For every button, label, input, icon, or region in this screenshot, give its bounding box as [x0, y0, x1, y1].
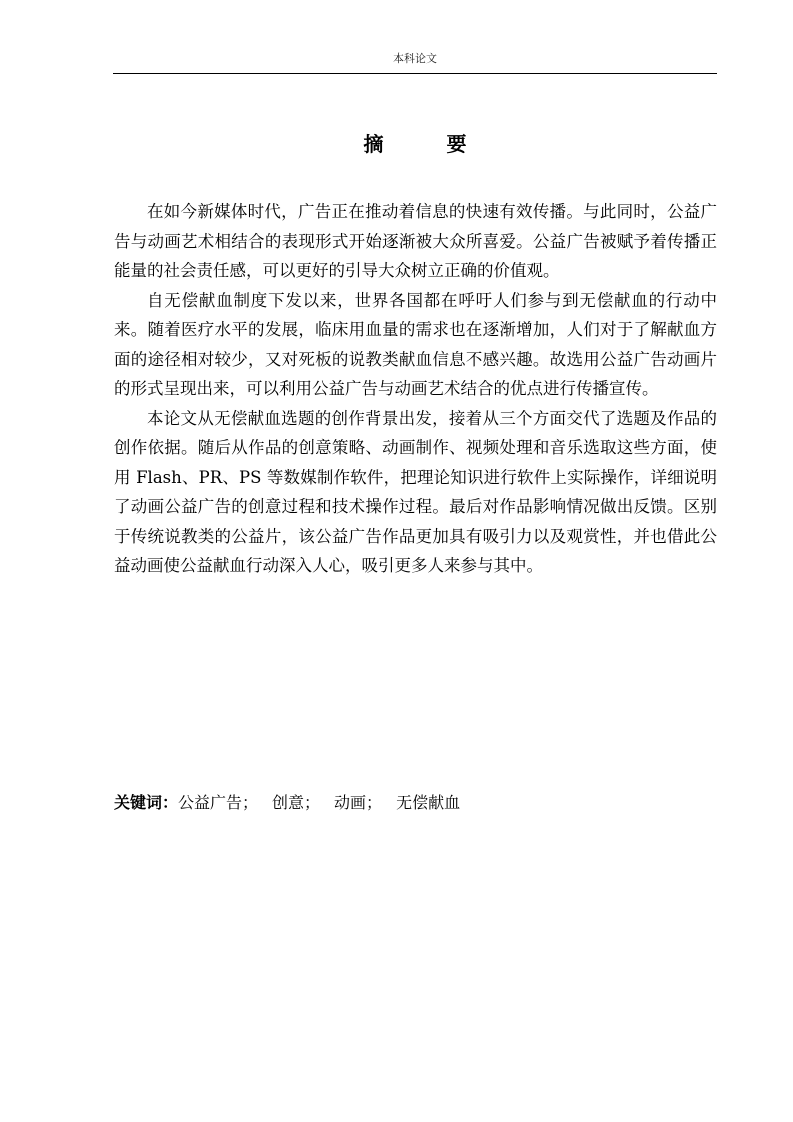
keyword-item: 创意；	[272, 793, 321, 812]
abstract-body	[114, 197, 717, 581]
keyword-item: 公益广告；	[178, 793, 259, 812]
abstract-paragraph-1: 在如今新媒体时代，广告正在推动着信息的快速有效传播。与此同时，公益广告与动画艺术相结合的表现形式开始逐渐被大众所喜爱。公益广告被赋予着传播正能量的社会责任感，可以更好的引导大众树立正确的价值观。	[114, 202, 717, 280]
keyword-item: 无偿献血	[396, 793, 461, 812]
keyword-item: 动画；	[334, 793, 383, 812]
keywords-line	[114, 790, 717, 816]
header-rule	[113, 73, 717, 74]
running-header: 本科论文	[393, 52, 437, 65]
page-title: 摘 要	[363, 132, 495, 156]
abstract-paragraph-2: 自无偿献血制度下发以来，世界各国都在呼吁人们参与到无偿献血的行动中来。随着医疗水平的发展，临床用血量的需求也在逐渐增加，人们对于了解献血方面的途径相对较少，又对死板的说教类献血信息不感兴趣。故选用公益广告动画片的形式呈现出来，可以利用公益广告与动画艺术结合的优点进行传播宣传。	[114, 290, 717, 398]
keywords-label: 关键词：	[114, 793, 179, 812]
abstract-paragraph-3: 本论文从无偿献血选题的创作背景出发，接着从三个方面交代了选题及作品的创作依据。随后从作品的创意策略、动画制作、视频处理和音乐选取这些方面，使用 Flash、PR、PS 等数媒制作软件，把理论知识进行软件上实际操作，详细说明了动画公益广告的创意过程和技术操作过程。最后对作品影响情况做出反馈。区别于传统说教类的公益片，该公益广告作品更加具有吸引力以及观赏性，并也借此公益动画使公益献血行动深入人心，吸引更多人来参与其中。	[114, 408, 717, 575]
